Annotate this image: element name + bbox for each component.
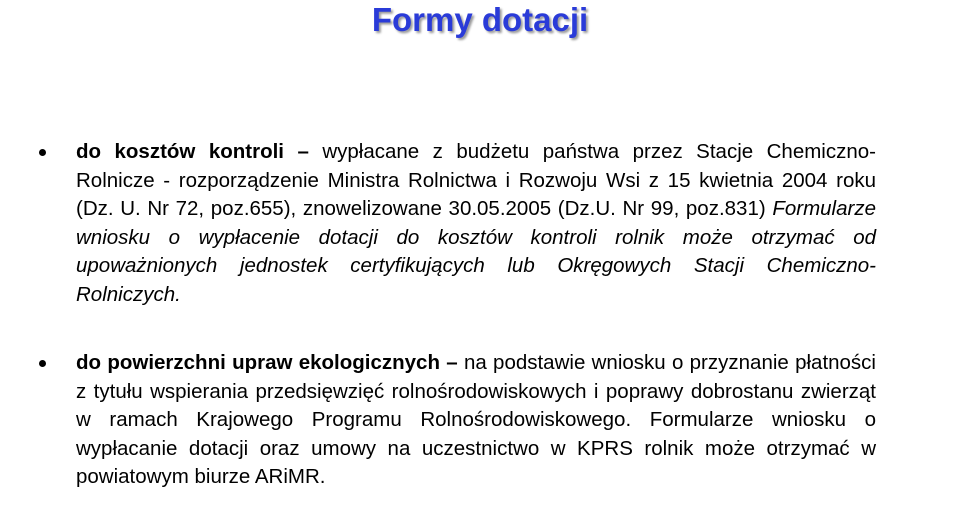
bullet-text: wypłacane z budżetu państwa przez Stacje Chemiczno-Rolnicze - rozporządzenie Ministra Rolnictwa i Rozwoju Wsi z 15 kwietnia 2004 roku (Dz. U. Nr 72, poz.655), znowelizowane 30.05.2005 (Dz.U. Nr 99, poz.831): [76, 140, 876, 220]
bullet-dash: –: [284, 140, 323, 163]
slide-title: Formy dotacji: [371, 1, 589, 38]
bullet-dot-icon: [39, 360, 46, 367]
bullet-lead: do kosztów kontroli: [76, 140, 284, 163]
bullet-text: na podstawie wniosku o przyznanie płatności z tytułu wspierania przedsięwzięć rolnośrodowiskowych i poprawy dobrostanu zwierząt w ramach Krajowego Programu Rolnośrodowiskowego. Formularze wniosku o wypłacanie dotacji oraz umowy na uczestnictwo w KPRS rolnik może otrzymać w powiatowym biurze ARiMR.: [76, 351, 876, 488]
bullet-italic-note: Formularze wniosku o wypłacenie dotacji do kosztów kontroli rolnik może otrzymać od upoważnionych jednostek certyfikujących lub Okręgowych Stacji Chemiczno-Rolniczych.: [76, 197, 876, 306]
bullet-item-organic-area: [76, 349, 876, 492]
bullet-dash: –: [439, 351, 464, 374]
bullet-lead: do powierzchni upraw ekologicznych: [76, 351, 440, 374]
bullet-dot-icon: [39, 149, 46, 156]
bullet-item-control-costs: [76, 138, 876, 309]
